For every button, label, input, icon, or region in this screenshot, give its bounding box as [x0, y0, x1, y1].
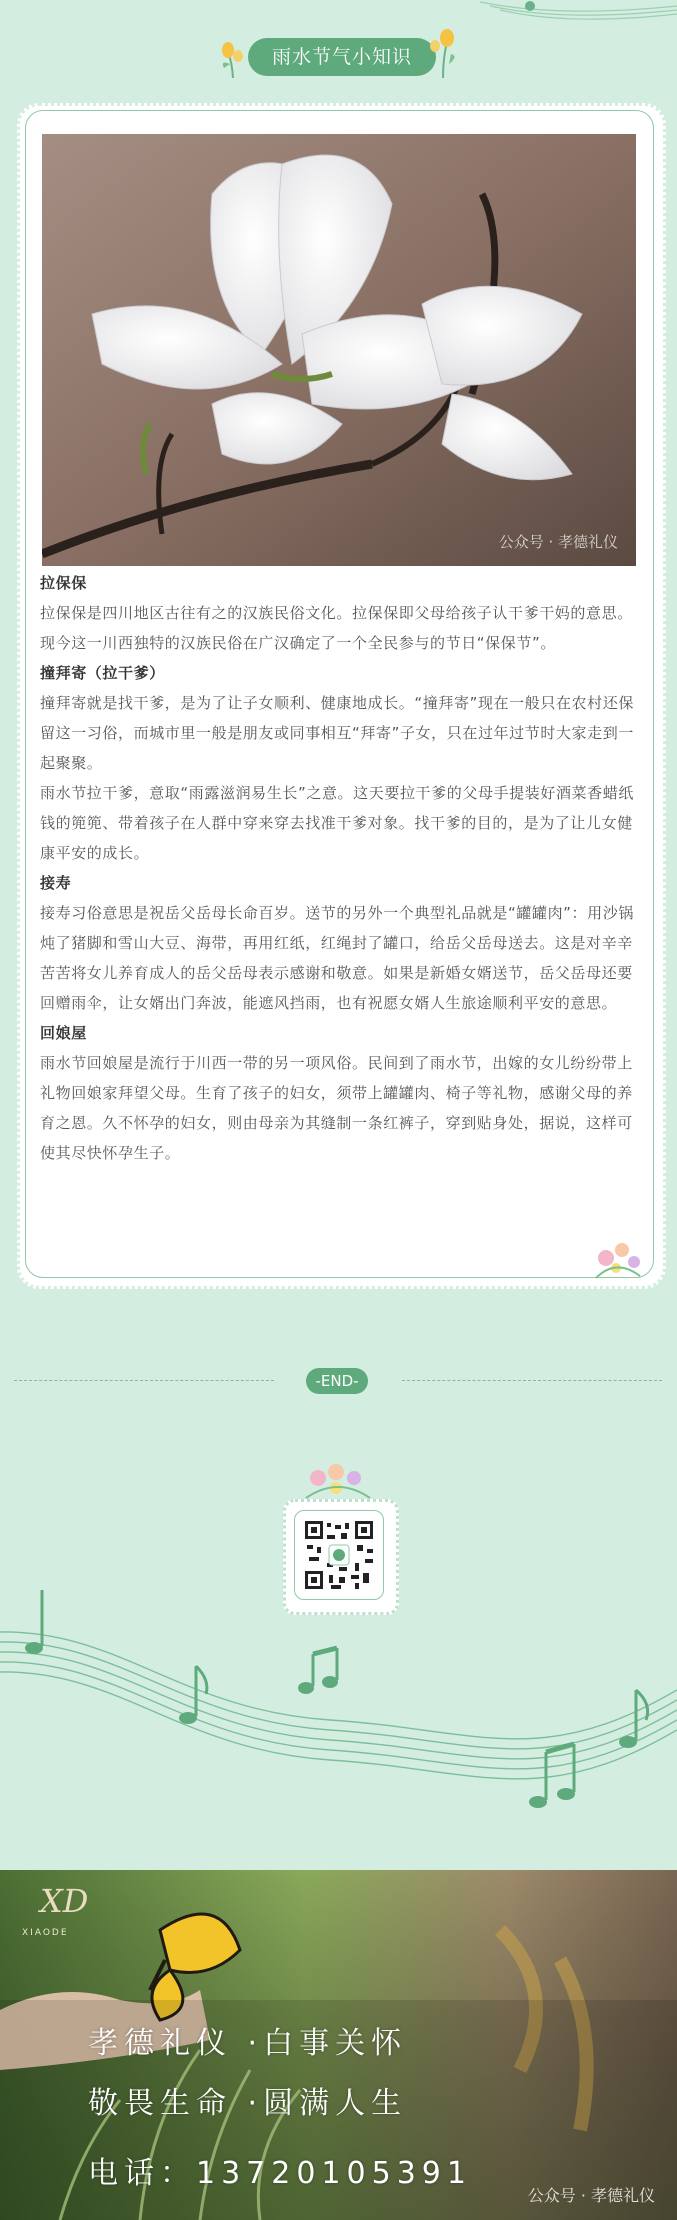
- brand-logo-text: XIAODE: [22, 1928, 69, 1938]
- end-badge: -END-: [306, 1368, 368, 1394]
- page-title: 雨水节气小知识: [248, 38, 436, 76]
- divider-line-right: [402, 1380, 662, 1381]
- article-body: [40, 568, 640, 1168]
- banner-watermark: 公众号 · 孝德礼仪: [527, 2186, 655, 2205]
- section-heading: 拉保保: [40, 574, 87, 592]
- section-paragraph: 撞拜寄就是找干爹，是为了让子女顺利、健康地成长。“撞拜寄”现在一般只在农村还保留这一习俗，而城市里一般是朋友或同事相互“拜寄”子女，只在过年过节时大家走到一起聚聚。: [40, 694, 634, 772]
- section-heading: 回娘屋: [40, 1024, 87, 1042]
- bottom-banner: [0, 1870, 677, 2220]
- qr-flowers-icon: [300, 1448, 376, 1502]
- section-paragraph: 雨水节拉干爹，意取“雨露滋润易生长”之意。这天要拉干爹的父母手提装好酒菜香蜡纸钱的篼篼、带着孩子在人群中穿来穿去找准干爹对象。找干爹的目的，是为了让儿女健康平安的成长。: [40, 784, 634, 862]
- banner-line-2: 敬畏生命 ·圆满人生: [88, 2086, 408, 2121]
- section-paragraph: 拉保保是四川地区古往有之的汉族民俗文化。拉保保即父母给孩子认干爹干妈的意思。现今这一川西独特的汉族民俗在广汉确定了一个全民参与的节日“保保节”。: [40, 604, 633, 652]
- right-flower-icon: [425, 28, 461, 78]
- section-heading: 撞拜寄（拉干爹）: [40, 664, 165, 682]
- magnolia-photo: [42, 134, 636, 566]
- banner-line-1: 孝德礼仪 ·白事关怀: [88, 2026, 408, 2061]
- banner-phone: 电话：13720105391: [88, 2156, 472, 2191]
- section-paragraph: 雨水节回娘屋是流行于川西一带的另一项风俗。民间到了雨水节，出嫁的女儿纷纷带上礼物回娘家拜望父母。生育了孩子的妇女，须带上罐罐肉、椅子等礼物，感谢父母的养育之恩。久不怀孕的妇女，则由母亲为其缝制一条红裤子，穿到贴身处，据说，这样可使其尽快怀孕生子。: [40, 1054, 633, 1162]
- section-header: [0, 28, 677, 88]
- end-divider: [0, 1366, 677, 1396]
- svg-text:XD: XD: [40, 1882, 89, 1920]
- section-heading: 接寿: [40, 874, 72, 892]
- divider-line-left: [14, 1380, 274, 1381]
- music-staff-decoration: [0, 1570, 677, 1830]
- section-paragraph: 接寿习俗意思是祝岳父岳母长命百岁。送节的另外一个典型礼品就是“罐罐肉”：用沙锅炖了猪脚和雪山大豆、海带，再用红纸，红绳封了罐口，给岳父岳母送去。这是对辛辛苦苦将女儿养育成人的岳父岳母表示感谢和敬意。如果是新婚女婿送节，岳父岳母还要回赠雨伞，让女婿出门奔波，能遮风挡雨，也有祝愿女婿人生旅途顺利平安的意思。: [40, 904, 634, 1012]
- corner-flowers-icon: [586, 1228, 650, 1282]
- brand-logo: [37, 1882, 88, 1920]
- photo-watermark: 公众号 · 孝德礼仪: [498, 533, 618, 551]
- magnolia-image: [42, 134, 636, 566]
- left-flower-icon: [218, 38, 248, 78]
